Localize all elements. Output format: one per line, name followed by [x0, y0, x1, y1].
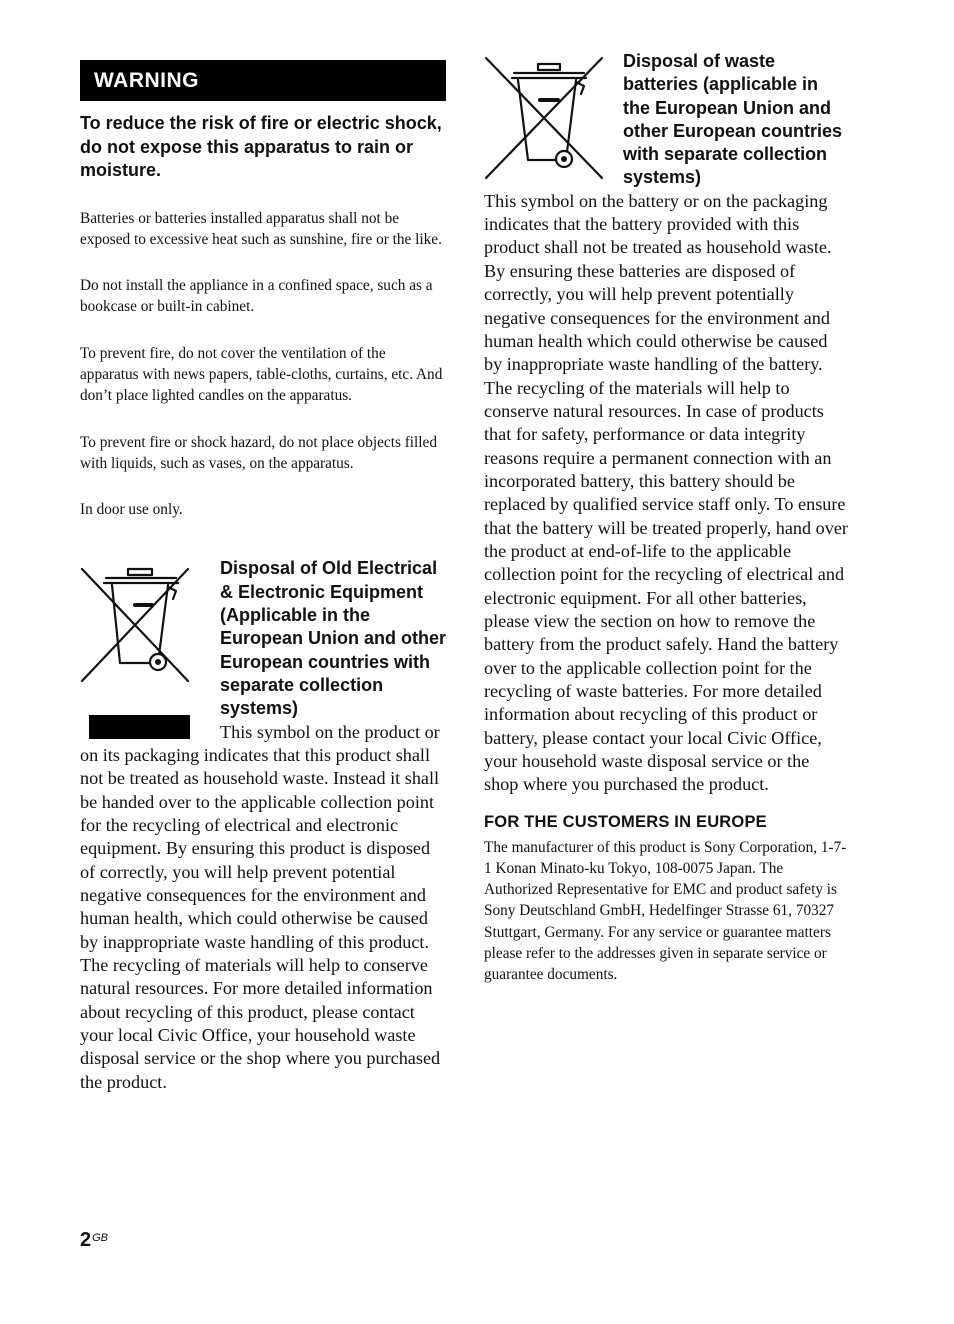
- weee-heading: Disposal of Old Electrical & Electronic Equipment (Applicable in the European Union and other European countries with separate collection systems): [220, 558, 447, 719]
- warning-paragraph: Do not install the appliance in a confined space, such as a bookcase or built-in cabinet.: [80, 277, 433, 316]
- crossed-out-wheelie-bin-icon: [80, 565, 200, 695]
- europe-body: The manufacturer of this product is Sony Corporation, 1-7-1 Konan Minato-ku Tokyo, 108-0075 Japan. The Authorized Representative for EMC and product safety is Sony Deutschland GmbH, Hedelfinger Strasse 61, 70327 Stuttgart, Germany. For any service or guarantee matters please refer to the addresses given in separate service or guarantee documents.: [484, 838, 847, 983]
- batteries-figure: [484, 50, 623, 188]
- batteries-body: This symbol on the battery or on the packaging indicates that the battery provided with this product shall not be treated as household waste. By ensuring these batteries are disposed of correctly, you will help prevent potentially negative consequences for the environment and human health which could otherwise be caused by inappropriate waste handling of the battery. The recycling of the materials will help to conserve natural resources. In case of products that for safety, performance or data integrity reasons require a permanent connection with an incorporated battery, this battery should be replaced by qualified service staff only. To ensure that the battery will be treated properly, hand over the product at end-of-life to the applicable collection point for the recycling of electrical and electronic equipment. For all other batteries, please view the section on how to remove the battery from the product safely. Hand the battery over to the applicable collection point for the recycling of waste batteries. For more detailed information about recycling of this product or battery, please contact your local Civic Office, your household waste disposal service or the shop where you purchased the product.: [484, 190, 848, 795]
- right-column: [484, 50, 848, 985]
- warning-lead: To reduce the risk of fire or electric shock, do not expose this apparatus to rain or moisture.: [80, 113, 442, 180]
- page-number-suffix: GB: [92, 1232, 109, 1244]
- left-column: [80, 60, 446, 1094]
- black-bar-marking: [89, 715, 190, 739]
- warning-paragraph: To prevent fire, do not cover the ventilation of the apparatus with news papers, table-cloths, curtains, etc. And don’t place lighted candles on the apparatus.: [80, 344, 443, 405]
- europe-heading: FOR THE CUSTOMERS IN EUROPE: [484, 812, 767, 831]
- crossed-out-wheelie-bin-icon: [484, 56, 608, 186]
- weee-body: This symbol on the product or on its packaging indicates that this product shall not be treated as household waste. Instead it shall be handed over to the applicable collection point for the recycling of electrical and electronic equipment. By ensuring this product is disposed of correctly, you will help prevent potential negative consequences for the environment and human health, which could otherwise be caused by inappropriate waste handling of this product. The recycling of materials will help to conserve natural resources. For more detailed information about recycling of this product, please contact your local Civic Office, your household waste disposal service or the shop where you purchased the product.: [80, 721, 441, 1092]
- warning-paragraph: To prevent fire or shock hazard, do not place objects filled with liquids, such as vases, on the apparatus.: [80, 433, 437, 472]
- weee-section: [80, 557, 446, 1094]
- weee-figure: [80, 557, 210, 739]
- warning-paragraph: In door use only.: [80, 501, 183, 519]
- warning-paragraph: Batteries or batteries installed apparatus shall not be exposed to excessive heat such as sunshine, fire or the like.: [80, 209, 442, 248]
- warning-heading: WARNING: [80, 60, 446, 101]
- batteries-heading: Disposal of waste batteries (applicable in the European Union and other European countries with separate collection systems): [623, 51, 843, 188]
- page-number: [80, 1229, 108, 1252]
- page-number-value: 2: [80, 1229, 92, 1251]
